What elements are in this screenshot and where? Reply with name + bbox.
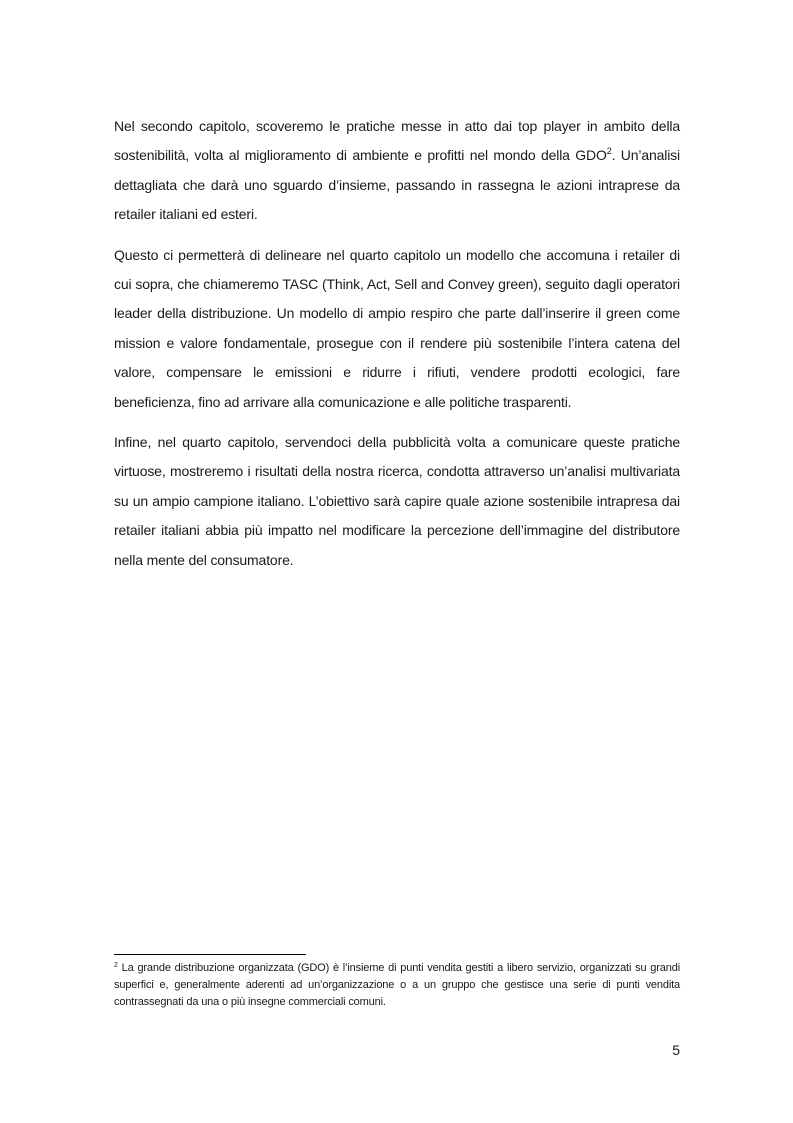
page-number: 5 — [672, 1042, 680, 1058]
paragraph-3: Infine, nel quarto capitolo, servendoci della pubblicità volta a comunicare queste pratiche virtuose, mostreremo i risultati della nostra ricerca, condotta attraverso un’analisi multivariata su un ampio campione italiano. L’obiettivo sarà capire quale azione sostenibile intrapresa dai retailer italiani abbia più impatto nel modificare la percezione dell’immagine del distributore nella mente del consumatore. — [114, 434, 680, 568]
footnote-reference[interactable]: 2 — [606, 146, 612, 157]
body-text — [114, 112, 680, 586]
footnote-marker: 2 — [114, 962, 118, 969]
footnote-separator — [114, 954, 306, 955]
paragraph-2: Questo ci permetterà di delineare nel quarto capitolo un modello che accomuna i retailer di cui sopra, che chiameremo TASC (Think, Act, Sell and Convey green), seguito dagli operatori leader della distribuzione. Un modello di ampio respiro che parte dall’inserire il green come mission e valore fondamentale, prosegue con il rendere più sostenibile l’intera catena del valore, compensare le emissioni e ridurre i rifiuti, vendere prodotti ecologici, fare beneficienza, fino ad arrivare alla comunicazione e alle politiche trasparenti. — [114, 246, 680, 410]
paragraph-1 — [114, 112, 680, 230]
paragraph-1-text: Nel secondo capitolo, scoveremo le pratiche messe in atto dai top player in ambito della sostenibilità, volta al miglioramento di ambiente e profitti nel mondo della GDO — [114, 118, 680, 164]
footnote — [114, 960, 680, 1011]
paragraph-1-text-continued: . Un’analisi dettagliata che darà uno sguardo d’insieme, passando in rassegna le azioni intraprese da retailer italiani ed esteri. — [114, 147, 680, 223]
footnote-text: La grande distribuzione organizzata (GDO) è l’insieme di punti vendita gestiti a libero servizio, organizzati su grandi superfici e, generalmente aderenti ad un’organizzazione o a un gruppo che gestisce una serie di punti vendita contrassegnati da una o più insegne commerciali comuni. — [114, 962, 680, 1008]
